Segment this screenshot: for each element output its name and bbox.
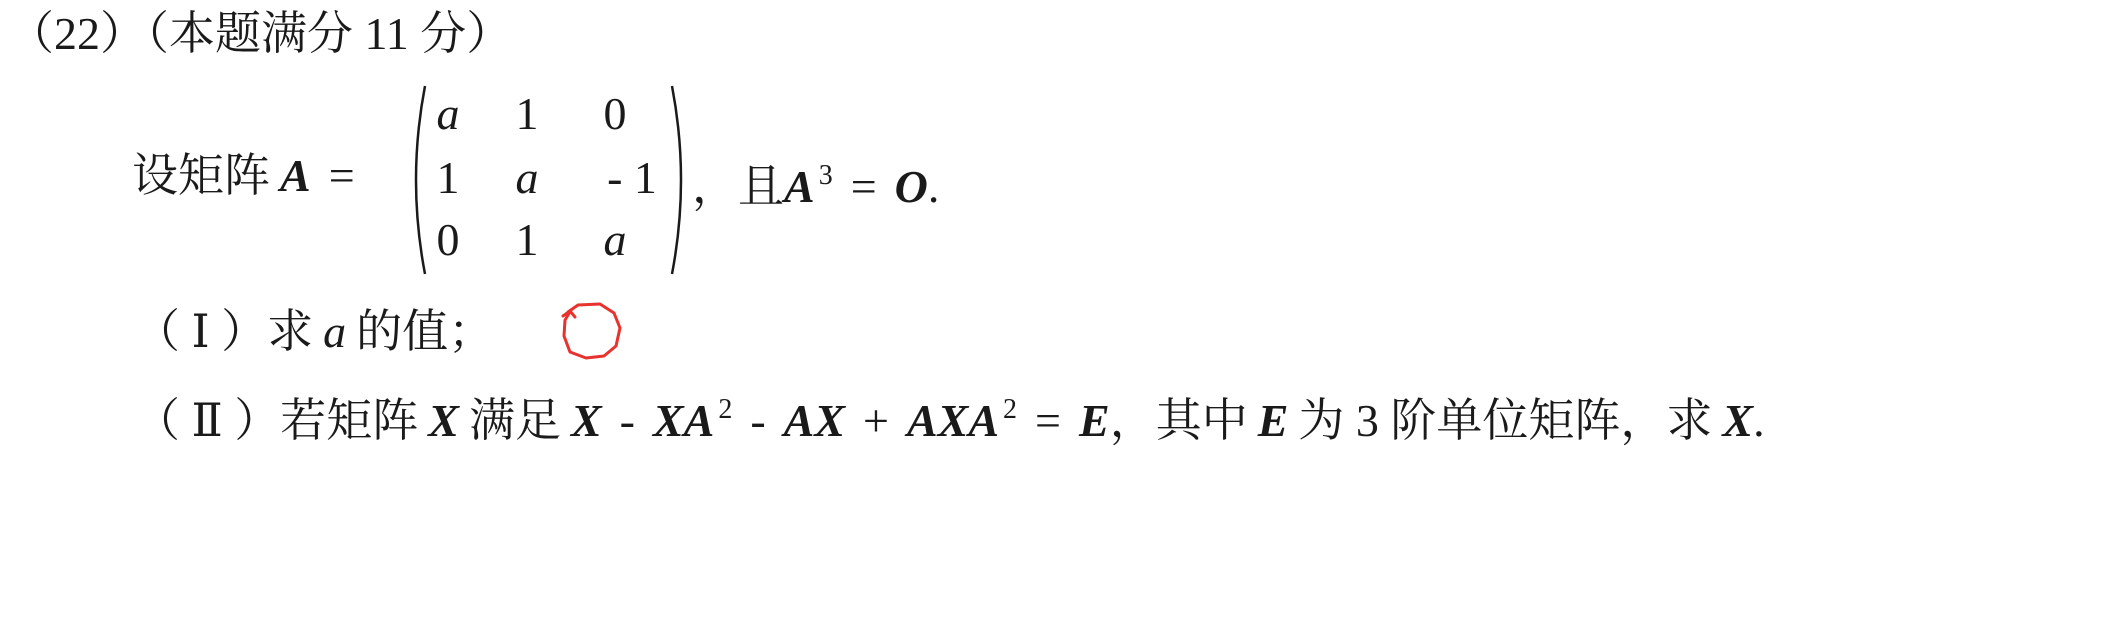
question-number: （22） [8,8,146,59]
eq-term-e: E [1079,395,1110,446]
part-two-period: . [1753,395,1765,446]
zero-matrix: O [894,161,928,212]
cube-exponent: 3 [818,160,833,191]
cube-base: A [784,161,815,212]
eq-term-axa: AXA [907,395,1000,446]
part-two-text-d: 为 3 阶单位矩阵，求 [1298,395,1713,446]
condition-text: ，且 [692,161,784,212]
equals-sign-2: = [850,161,877,212]
statement-period: . [927,161,940,212]
matrix-cell-r3c1: 0 [436,214,460,265]
matrix-statement-lead [132,148,373,204]
matrix-cell-r3c2: 1 [515,214,539,265]
eq-term-ax: AX [783,395,846,446]
matrix-cell-r2c2: a [515,152,539,203]
equals-sign: = [328,150,355,201]
part-one-text-b: 的值； [356,306,495,357]
part-two [134,382,1765,449]
part-one-label: （ Ⅰ ） [134,306,268,357]
eq-equals: = [1035,395,1061,446]
part-two-x-1: X [428,395,459,446]
eq-square-2: 2 [1003,394,1018,425]
matrix-cell-r2c3: - 1 [607,152,657,203]
eq-minus-1: - [619,395,635,446]
annotation-mark [560,298,630,369]
matrix-condition [692,148,939,215]
part-two-text-a: 若矩阵 [280,395,419,446]
part-two-x-end: X [1722,395,1754,446]
score-note: （本题满分 11 分） [146,8,513,59]
part-one [134,304,494,360]
part-one-text-a: 求 [267,306,314,357]
identity-e: E [1257,395,1289,446]
matrix-symbol: A [280,150,311,201]
eq-plus: + [863,395,889,446]
part-one-variable: a [323,306,347,357]
part-two-label: （ Ⅱ ） [134,395,281,446]
matrix-cell-r1c2: 1 [515,88,539,139]
matrix-cell-r3c3: a [603,214,627,265]
matrix-cell-r1c1: a [436,88,460,139]
matrix-a [407,82,690,278]
part-two-text-c: ，其中 [1109,395,1248,446]
eq-term-xa: XA [652,395,715,446]
statement-lead-text: 设矩阵 [132,150,270,201]
eq-term-x: X [570,395,602,446]
question-header [8,6,512,62]
matrix-cell-r1c3: 0 [603,88,627,139]
part-two-text-b: 满足 [468,395,561,446]
matrix-cell-r2c1: 1 [436,152,460,203]
eq-minus-2: - [750,395,766,446]
hand-drawn-circle-icon [560,298,630,364]
eq-square-1: 2 [718,394,733,425]
